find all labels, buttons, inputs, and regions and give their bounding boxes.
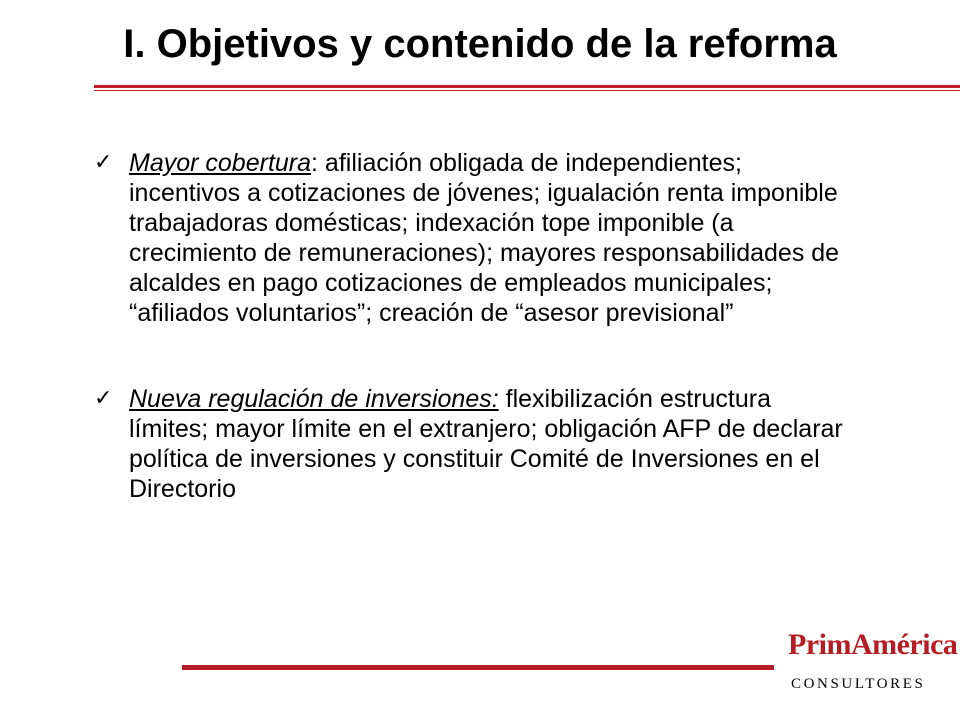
bullet-text: flexibilización estructura límites; mayor límite en el extranjero; obligación AFP de declarar política de inversiones y constituir Comité de Inversiones en el Directorio [129,385,843,503]
checkmark-icon: ✓ [94,386,113,411]
bullet-item-investments [94,384,854,504]
bullet-lead-suffix: : [311,149,318,177]
bullet-list [94,148,854,504]
bullet-text: afiliación obligada de independientes; incentivos a cotizaciones de jóvenes; igualación renta imponible trabajadoras domésticas; indexación tope imponible (a crecimiento de remuneraciones); mayores responsabilidades de alcaldes en pago cotizaciones de empleados municipales; “afiliados voluntarios”; creación de “asesor previsional” [129,149,840,327]
bullet-item-coverage [94,148,854,328]
title-divider [94,85,960,91]
slide-title: I. Objetivos y contenido de la reforma [123,22,837,66]
logo-tagline: CONSULTORES [791,676,926,692]
logo-name: PrimAmérica [788,628,958,661]
bullet-lead: Mayor cobertura [129,149,312,177]
bullet-lead: Nueva regulación de inversiones: [129,385,499,413]
company-logo [788,628,958,698]
checkmark-icon: ✓ [94,150,113,175]
footer-divider [182,665,774,670]
